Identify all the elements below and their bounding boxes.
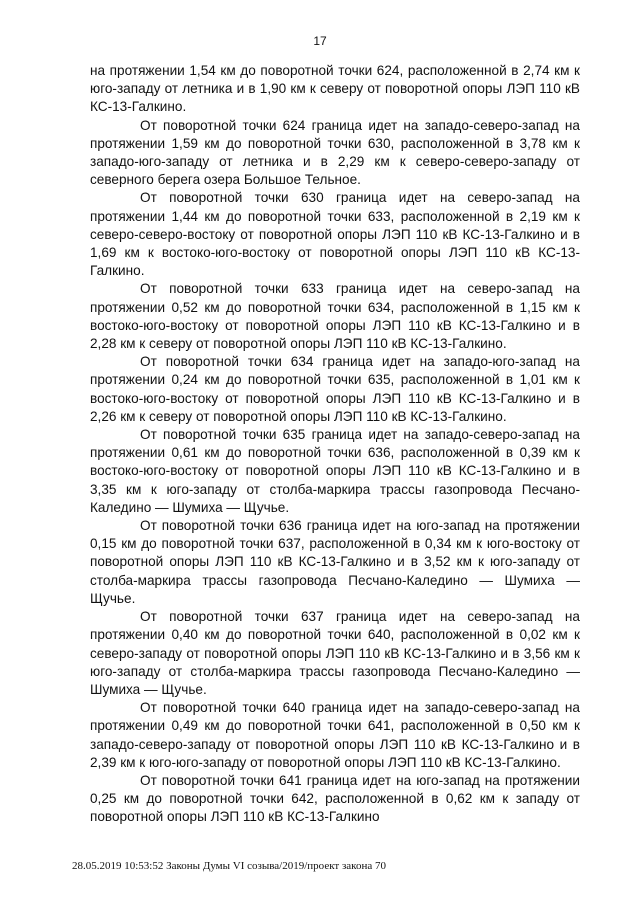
page-number: 17 (313, 34, 327, 48)
document-body (90, 62, 580, 827)
paragraph: От поворотной точки 635 граница идет на западо-северо-запад на протяжении 0,61 км до поворотной точки 636, расположенной в 0,39 км к востоко-юго-востоку от поворотной опоры ЛЭП 110 кВ КС-13-Галкино и в 3,35 км к юго-западу от столба-маркира трассы газопровода Песчано-Каледино — Шумиха — Щучье. (90, 427, 580, 515)
paragraph: От поворотной точки 637 граница идет на северо-запад на протяжении 0,40 км до поворотной точки 640, расположенной в 0,02 км к северо-западу от поворотной опоры ЛЭП 110 кВ КС-13-Галкино и в 3,56 км к юго-западу от столба-маркира трассы газопровода Песчано-Каледино — Шумиха — Щучье. (90, 609, 580, 697)
document-footer: 28.05.2019 10:53:52 Законы Думы VI созыва/2019/проект закона 70 (72, 860, 386, 872)
paragraph: От поворотной точки 624 граница идет на западо-северо-запад на протяжении 1,59 км до поворотной точки 630, расположенной в 3,78 км к западо-юго-западу от летника и в 2,29 км к северо-северо-западу от северного берега озера Большое Тельное. (90, 117, 580, 188)
paragraph: на протяжении 1,54 км до поворотной точки 624, расположенной в 2,74 км к юго-западу от летника и в 1,90 км к северу от поворотной опоры ЛЭП 110 кВ КС-13-Галкино. (90, 63, 580, 115)
paragraph: От поворотной точки 630 граница идет на северо-запад на протяжении 1,44 км до поворотной точки 633, расположенной в 2,19 км к северо-северо-востоку от поворотной опоры ЛЭП 110 кВ КС-13-Галкино и в 1,69 км к востоко-юго-востоку от поворотной опоры ЛЭП 110 кВ КС-13-Галкино. (90, 190, 580, 279)
paragraph: От поворотной точки 636 граница идет на юго-запад на протяжении 0,15 км до поворотной точки 637, расположенной в 0,34 км к юго-востоку от поворотной опоры ЛЭП 110 кВ КС-13-Галкино и в 3,52 км к юго-западу от столба-маркира трассы газопровода Песчано-Каледино — Шумиха — Щучье. (90, 518, 580, 606)
paragraph: От поворотной точки 633 граница идет на северо-запад на протяжении 0,52 км до поворотной точки 634, расположенной в 1,15 км к востоко-юго-востоку от поворотной опоры ЛЭП 110 кВ КС-13-Галкино и в 2,28 км к северу от поворотной опоры ЛЭП 110 кВ КС-13-Галкино. (90, 281, 580, 352)
paragraph: От поворотной точки 634 граница идет на западо-юго-запад на протяжении 0,24 км до поворотной точки 635, расположенной в 1,01 км к востоко-юго-востоку от поворотной опоры ЛЭП 110 кВ КС-13-Галкино и в 2,26 км к северу от поворотной опоры ЛЭП 110 кВ КС-13-Галкино. (90, 354, 580, 424)
paragraph: От поворотной точки 640 граница идет на западо-северо-запад на протяжении 0,49 км до поворотной точки 641, расположенной в 0,50 км к западо-северо-западу от поворотной опоры ЛЭП 110 кВ КС-13-Галкино и в 2,39 км к юго-юго-западу от поворотной опоры ЛЭП 110 кВ КС-13-Галкино. (90, 700, 580, 770)
paragraph: От поворотной точки 641 граница идет на юго-запад на протяжении 0,25 км до поворотной точки 642, расположенной в 0,62 км к западу от поворотной опоры ЛЭП 110 кВ КС-13-Галкино (90, 772, 580, 825)
